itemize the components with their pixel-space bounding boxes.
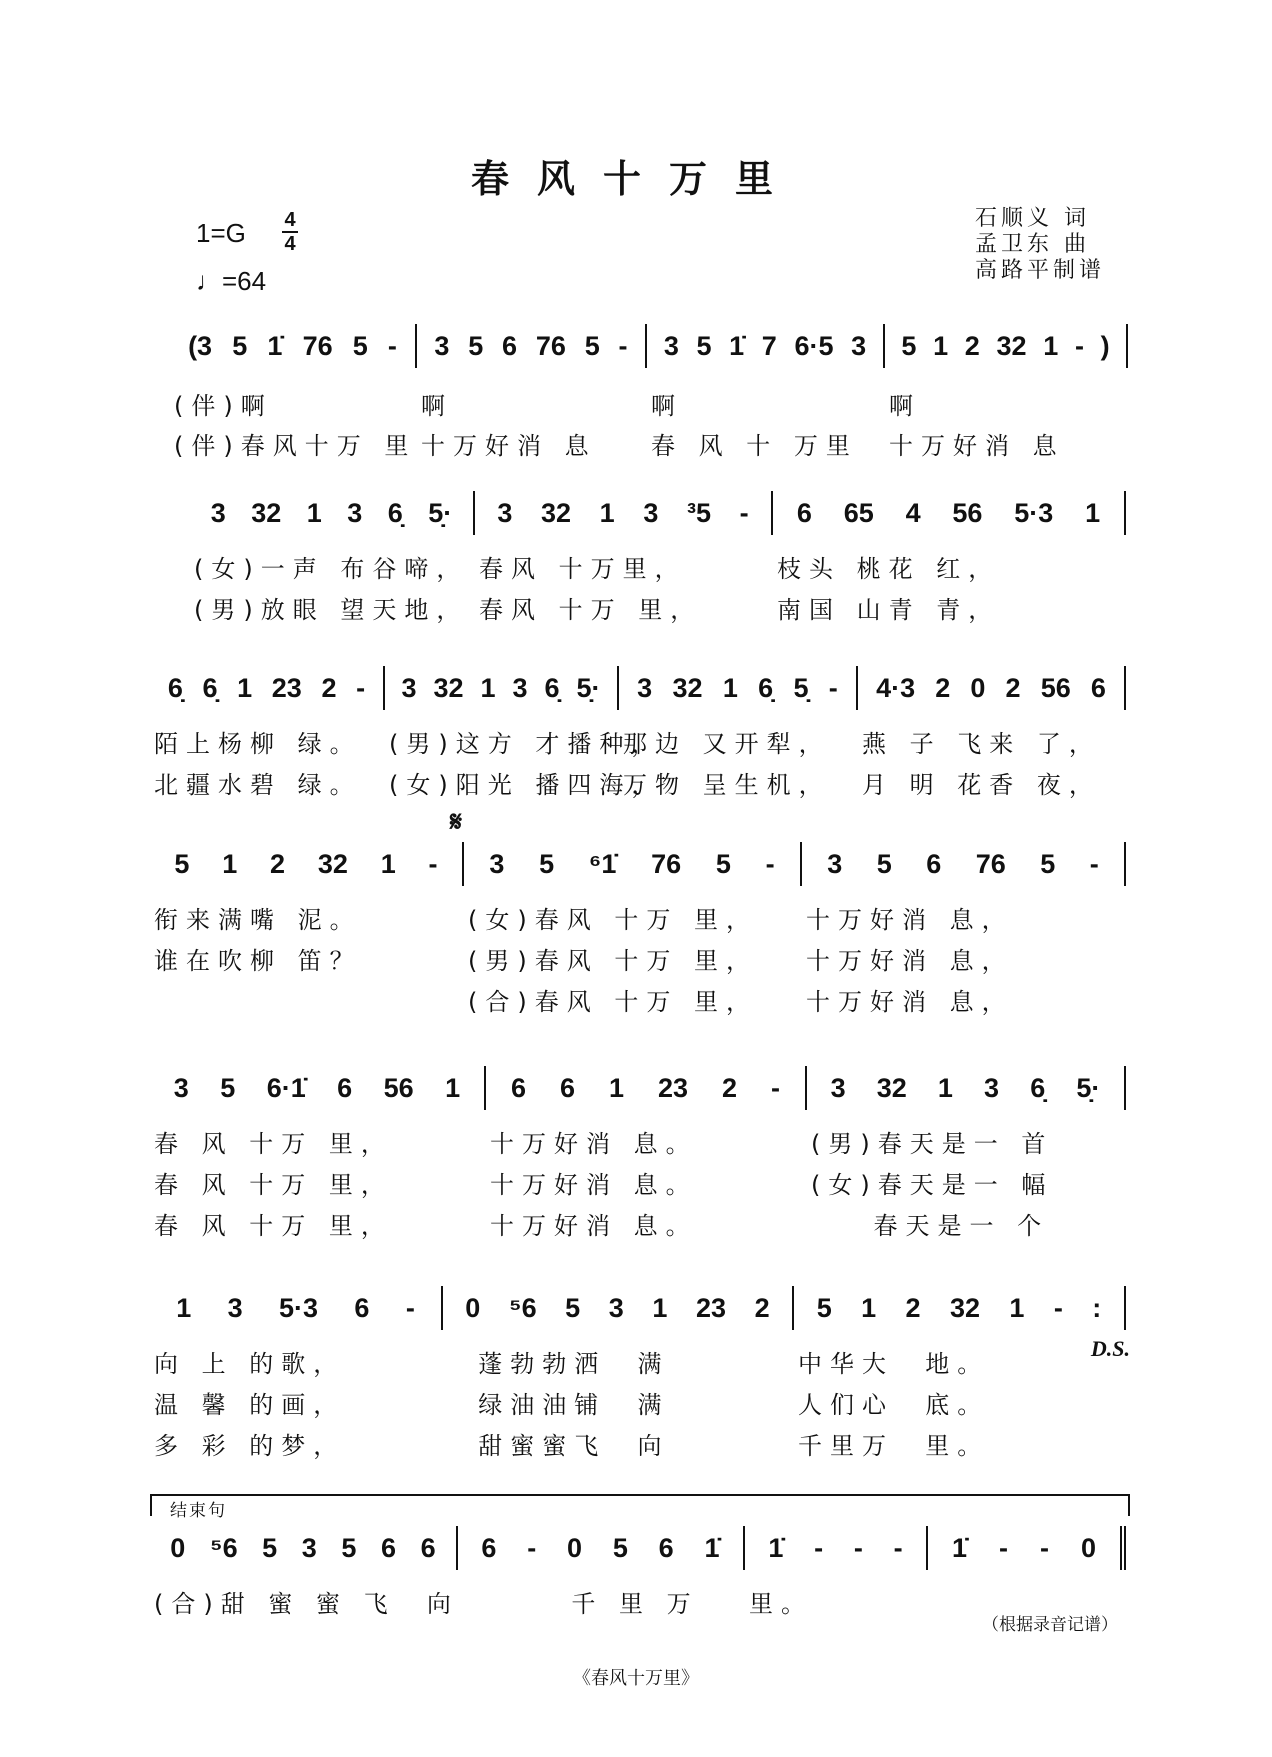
note: 32	[251, 498, 282, 528]
note: 1	[861, 1293, 877, 1323]
note: 6	[1090, 673, 1106, 703]
note: 2	[1005, 673, 1021, 703]
lyric-verse-3: 多 彩 的梦，	[154, 1432, 346, 1460]
note: -	[814, 1533, 824, 1563]
lyric-verse-3: 十万好消 息。	[490, 1212, 698, 1240]
note: -	[893, 1533, 903, 1563]
note: 3	[830, 1073, 846, 1103]
note: 1̇	[704, 1533, 720, 1563]
lyric-verse-2: 温 馨 的画，	[154, 1391, 346, 1419]
measure	[150, 1526, 459, 1618]
lyric-verse-2: (伴)春风十万 里	[174, 432, 417, 460]
note: 3	[608, 1293, 624, 1323]
measure	[484, 1066, 805, 1240]
lyric-verse-1: 枝头 桃花 红，	[777, 555, 1001, 583]
lyric-verse-2: 南国 山青 青，	[777, 596, 1001, 624]
lyric-verse-1: 啊	[421, 392, 453, 420]
lyric-verse-2: 十万好消 息。	[490, 1171, 698, 1199]
measure	[645, 324, 883, 460]
lyric-verse-1: (女)春风 十万 里，	[468, 906, 758, 934]
score-line	[150, 666, 1126, 799]
lyric-verse-1: 春 风 十万 里，	[154, 1130, 393, 1158]
measure-notes	[893, 324, 1118, 368]
score-line	[150, 1526, 1126, 1618]
lyric-verse-1: 蓬勃勃洒 满	[447, 1350, 670, 1378]
score-line	[190, 491, 1126, 624]
note: 6̣	[1030, 1073, 1046, 1103]
score-line	[150, 1066, 1126, 1240]
note: -	[853, 1533, 863, 1563]
note: 3	[984, 1073, 1000, 1103]
measure	[473, 491, 771, 624]
lyric-verse-2: 十万好消 息	[421, 432, 597, 460]
note: 5	[1040, 849, 1056, 879]
song-title: 春风十万里	[470, 156, 801, 201]
measure-notes	[866, 666, 1116, 710]
note: 6·5	[794, 331, 834, 361]
ending-bracket	[150, 1494, 1130, 1521]
note: 5	[539, 849, 555, 879]
note: 3	[347, 498, 363, 528]
measure-notes	[936, 1526, 1112, 1570]
note: 2	[321, 673, 337, 703]
note: 2	[754, 1293, 770, 1323]
lyric-verse-3: 甜蜜蜜飞 向	[447, 1432, 670, 1460]
note: 6	[337, 1073, 353, 1103]
note: 5·3	[1014, 498, 1054, 528]
lyric-verse-1: 中华大 地。	[798, 1350, 990, 1378]
note: -	[1089, 849, 1099, 879]
note: 2	[905, 1293, 921, 1323]
measure-notes	[158, 666, 375, 710]
note: 5	[262, 1533, 278, 1563]
note: 1	[1043, 331, 1059, 361]
lyric-verse-3: (合)春风 十万 里，	[468, 988, 758, 1016]
note: -	[356, 673, 366, 703]
note: 5	[341, 1533, 357, 1563]
score-line	[170, 324, 1128, 460]
note: 1	[722, 673, 738, 703]
note: 5	[816, 1293, 832, 1323]
note: 56	[952, 498, 983, 528]
note: 1	[480, 673, 496, 703]
note: 1	[222, 849, 238, 879]
note: 76	[535, 331, 566, 361]
note: (3	[188, 331, 213, 361]
measure	[150, 1286, 441, 1460]
note: 7	[761, 331, 777, 361]
measure	[415, 324, 645, 460]
measure	[926, 1526, 1126, 1570]
note: 5	[715, 849, 731, 879]
lyric-verse-1: 燕 子 飞来 了，	[862, 730, 1101, 758]
note: -	[527, 1533, 537, 1563]
lyric-verse-1: 陌上杨柳 绿。	[154, 730, 362, 758]
note: 3	[827, 849, 843, 879]
note: 1	[176, 1293, 192, 1323]
measure	[441, 1286, 792, 1460]
measure-notes	[810, 842, 1116, 886]
measure-notes	[158, 1066, 476, 1110]
note: 23	[657, 1073, 689, 1103]
note: 5	[696, 331, 712, 361]
time-signature-top: 4	[284, 209, 296, 231]
measure	[617, 666, 856, 799]
note: 5	[565, 1293, 581, 1323]
measure-notes	[425, 324, 637, 368]
measure-notes	[472, 842, 792, 886]
note: 6	[420, 1533, 436, 1563]
lyric-verse-1: 向 上 的歌，	[154, 1350, 346, 1378]
note: 1	[380, 849, 396, 879]
note: 6	[481, 1533, 497, 1563]
footer-title: 《春风十万里》	[573, 1668, 699, 1689]
note: 1	[237, 673, 253, 703]
note: 1	[1009, 1293, 1025, 1323]
measure	[883, 324, 1128, 460]
note: 23	[271, 673, 302, 703]
lyric-verse-2: 月 明 花香 夜，	[862, 771, 1101, 799]
note: 76	[302, 331, 333, 361]
note: 1	[306, 498, 322, 528]
lyric-verse-1: (合)甜 蜜 蜜 飞 向	[154, 1590, 459, 1618]
note: 6	[796, 498, 812, 528]
note: 0	[465, 1293, 481, 1323]
note: 1	[599, 498, 615, 528]
note: 6̣	[544, 673, 560, 703]
note: 6·1̇	[266, 1073, 306, 1103]
note: -	[739, 498, 749, 528]
note: 6̣	[202, 673, 218, 703]
note: 0	[1080, 1533, 1096, 1563]
note: ⁶1̇	[588, 849, 617, 879]
measure-notes	[466, 1526, 735, 1570]
score-line	[150, 1286, 1130, 1460]
measure	[456, 1526, 743, 1618]
note: 6̣	[758, 673, 774, 703]
note: 3	[301, 1533, 317, 1563]
lyric-verse-1: 千 里 万	[462, 1590, 699, 1618]
measure	[462, 842, 800, 1016]
note: 32	[433, 673, 464, 703]
measure	[805, 1066, 1126, 1240]
note: -	[828, 673, 838, 703]
measure-notes	[655, 324, 875, 368]
measure-notes	[393, 666, 609, 710]
lyric-verse-3: 春 风 十万 里，	[154, 1212, 393, 1240]
note: 6	[502, 331, 518, 361]
lyric-verse-3: 千里万 里。	[798, 1432, 990, 1460]
note: 1̇	[768, 1533, 784, 1563]
lyric-verse-2: 春风 十万 里，	[479, 596, 703, 624]
measure	[743, 1526, 926, 1618]
note: 3	[637, 673, 653, 703]
lyric-verse-1: 衔来满嘴 泥。	[154, 906, 362, 934]
note: 0	[170, 1533, 186, 1563]
lyric-verse-3: 春天是一 个	[811, 1212, 1050, 1240]
note: 5̣	[793, 673, 809, 703]
note: 3	[434, 331, 450, 361]
note: -	[387, 331, 397, 361]
note: 3	[489, 849, 505, 879]
note: 5	[220, 1073, 236, 1103]
note: 6	[926, 849, 942, 879]
measure-notes	[158, 1526, 448, 1570]
note: 6̣	[167, 673, 183, 703]
note: 6̣	[387, 498, 403, 528]
note: 56	[383, 1073, 414, 1103]
lyric-verse-1: (伴)啊	[174, 392, 273, 420]
note: 3	[512, 673, 528, 703]
note: 5	[352, 331, 368, 361]
note: -	[405, 1293, 415, 1323]
note: 32	[876, 1073, 907, 1103]
measure-notes	[494, 1066, 797, 1110]
note: -	[1039, 1533, 1049, 1563]
note: )	[1100, 331, 1110, 361]
measure	[150, 666, 383, 799]
lyric-verse-2: 春 风 十万 里，	[154, 1171, 393, 1199]
note: 6	[510, 1073, 527, 1103]
measure	[150, 1066, 484, 1240]
dal-segno-marking: D.S.	[1090, 1336, 1130, 1361]
note: 32	[949, 1293, 980, 1323]
note: 3	[497, 498, 513, 528]
lyric-verse-1: 啊	[889, 392, 921, 420]
note: 3	[401, 673, 417, 703]
note: 5	[612, 1533, 628, 1563]
segno-icon: 𝄋	[450, 805, 463, 838]
note: 32	[317, 849, 348, 879]
note: 6	[658, 1533, 674, 1563]
note: 0	[970, 673, 986, 703]
lyric-verse-3: 十万好消 息，	[806, 988, 1014, 1016]
note: 32	[540, 498, 572, 528]
tempo-marking: ♩=64	[196, 266, 267, 296]
measure-notes	[802, 1286, 1116, 1330]
measure	[800, 842, 1126, 1016]
lyric-verse-1: (女)一声 布谷啼，	[194, 555, 469, 583]
lyric-verse-1: 十万好消 息，	[806, 906, 1014, 934]
composer-credit: 孟卫东 曲	[975, 232, 1090, 257]
lyric-verse-1: 啊	[651, 392, 683, 420]
note: 76	[651, 849, 682, 879]
note: 5	[174, 849, 190, 879]
note: 4	[905, 498, 921, 528]
lyric-verse-1: 里。	[749, 1590, 813, 1618]
lyric-verse-2: 十万好消 息，	[806, 947, 1014, 975]
transcriber-credit: 高路平制谱	[975, 258, 1106, 283]
note: 5	[468, 331, 484, 361]
measure-notes	[178, 324, 407, 368]
lyric-verse-2: (男)春风 十万 里，	[468, 947, 758, 975]
lyric-verse-2: 春 风 十 万里	[651, 432, 858, 460]
note: -	[999, 1533, 1008, 1563]
note: 1	[937, 1073, 953, 1103]
key-signature: 1=G	[196, 218, 246, 248]
measure	[170, 324, 417, 460]
note: 3	[210, 498, 226, 528]
note: 5̣·	[576, 673, 601, 703]
score-line	[150, 842, 1126, 1016]
note: 4·3	[876, 673, 916, 703]
time-signature-bottom: 4	[284, 233, 296, 255]
note: 32	[672, 673, 703, 703]
measure-notes	[451, 1286, 784, 1330]
note: 3	[643, 498, 659, 528]
note: 2	[270, 849, 286, 879]
note: 56	[1040, 673, 1071, 703]
measure	[383, 666, 664, 799]
note: 1̇	[267, 331, 283, 361]
note: 1̇	[951, 1533, 968, 1563]
measure-notes	[781, 491, 1116, 535]
lyric-verse-1: (男)春天是一 首	[811, 1130, 1054, 1158]
note: 5̣·	[428, 498, 453, 528]
lyric-verse-2: 十万好消 息	[889, 432, 1065, 460]
note: 1̇	[729, 331, 745, 361]
note: 1	[652, 1293, 668, 1323]
note: -	[771, 1073, 780, 1103]
note: ³5	[687, 498, 712, 528]
source-note: （根据录音记谱）	[982, 1615, 1118, 1635]
lyric-verse-1: 那边 又开犁，	[623, 730, 831, 758]
measure-notes	[198, 491, 465, 535]
note: -	[1053, 1293, 1063, 1323]
measure	[190, 491, 473, 624]
note: ⁵6	[508, 1293, 537, 1323]
lyric-verse-1: 十万好消 息。	[490, 1130, 698, 1158]
note: 32	[996, 331, 1027, 361]
note: 5	[232, 331, 248, 361]
note: 5̣·	[1076, 1073, 1101, 1103]
note: -	[618, 331, 628, 361]
measure-notes	[627, 666, 848, 710]
lyric-verse-2: (男)放眼 望天地，	[194, 596, 469, 624]
note: 6	[381, 1533, 397, 1563]
lyricist-credit: 石顺义 词	[975, 206, 1090, 231]
time-signature	[282, 210, 298, 254]
note: 6	[354, 1293, 370, 1323]
note: 5	[876, 849, 892, 879]
note: -	[765, 849, 775, 879]
measure-notes	[158, 842, 454, 886]
lyric-verse-1: 春风 十万里，	[479, 555, 687, 583]
ending-label: 结束句	[170, 1501, 227, 1521]
lyric-verse-2: 人们心 底。	[798, 1391, 990, 1419]
measure	[771, 491, 1126, 624]
note: 65	[843, 498, 874, 528]
note: 1	[445, 1073, 461, 1103]
note: 3	[851, 331, 867, 361]
lyric-verse-2: (女)阳光 播四海，	[389, 771, 664, 799]
lyric-verse-2: 谁在吹柳 笛？	[154, 947, 362, 975]
note: 23	[696, 1293, 727, 1323]
note: 5	[584, 331, 600, 361]
note: ⁵6	[209, 1533, 238, 1563]
note: 6	[559, 1073, 576, 1103]
note: :	[1092, 1293, 1102, 1323]
measure-notes	[158, 1286, 433, 1330]
note: 2	[964, 331, 980, 361]
note: 2	[722, 1073, 738, 1103]
note: 76	[975, 849, 1006, 879]
note: 5	[901, 331, 917, 361]
lyric-verse-2: 万物 呈生机，	[623, 771, 831, 799]
note: 1	[933, 331, 949, 361]
note: 5·3	[279, 1293, 319, 1323]
note: 3	[663, 331, 679, 361]
measure-notes	[753, 1526, 918, 1570]
note: 0	[567, 1533, 583, 1563]
note: 3	[227, 1293, 243, 1323]
note: 3	[173, 1073, 189, 1103]
note: -	[428, 849, 438, 879]
measure	[792, 1286, 1130, 1460]
note: -	[1074, 331, 1084, 361]
lyric-verse-2: (女)春天是一 幅	[811, 1171, 1054, 1199]
measure	[150, 842, 462, 975]
note: 1	[1085, 498, 1101, 528]
credits	[975, 206, 1105, 284]
note: 2	[935, 673, 951, 703]
measure-notes	[483, 491, 763, 535]
lyric-verse-1: (男)这方 才播种，	[389, 730, 664, 758]
measure	[856, 666, 1126, 799]
measure-notes	[815, 1066, 1116, 1110]
lyric-verse-2: 北疆水碧 绿。	[154, 771, 362, 799]
lyric-verse-2: 绿油油铺 满	[447, 1391, 670, 1419]
note: 1	[608, 1073, 625, 1103]
